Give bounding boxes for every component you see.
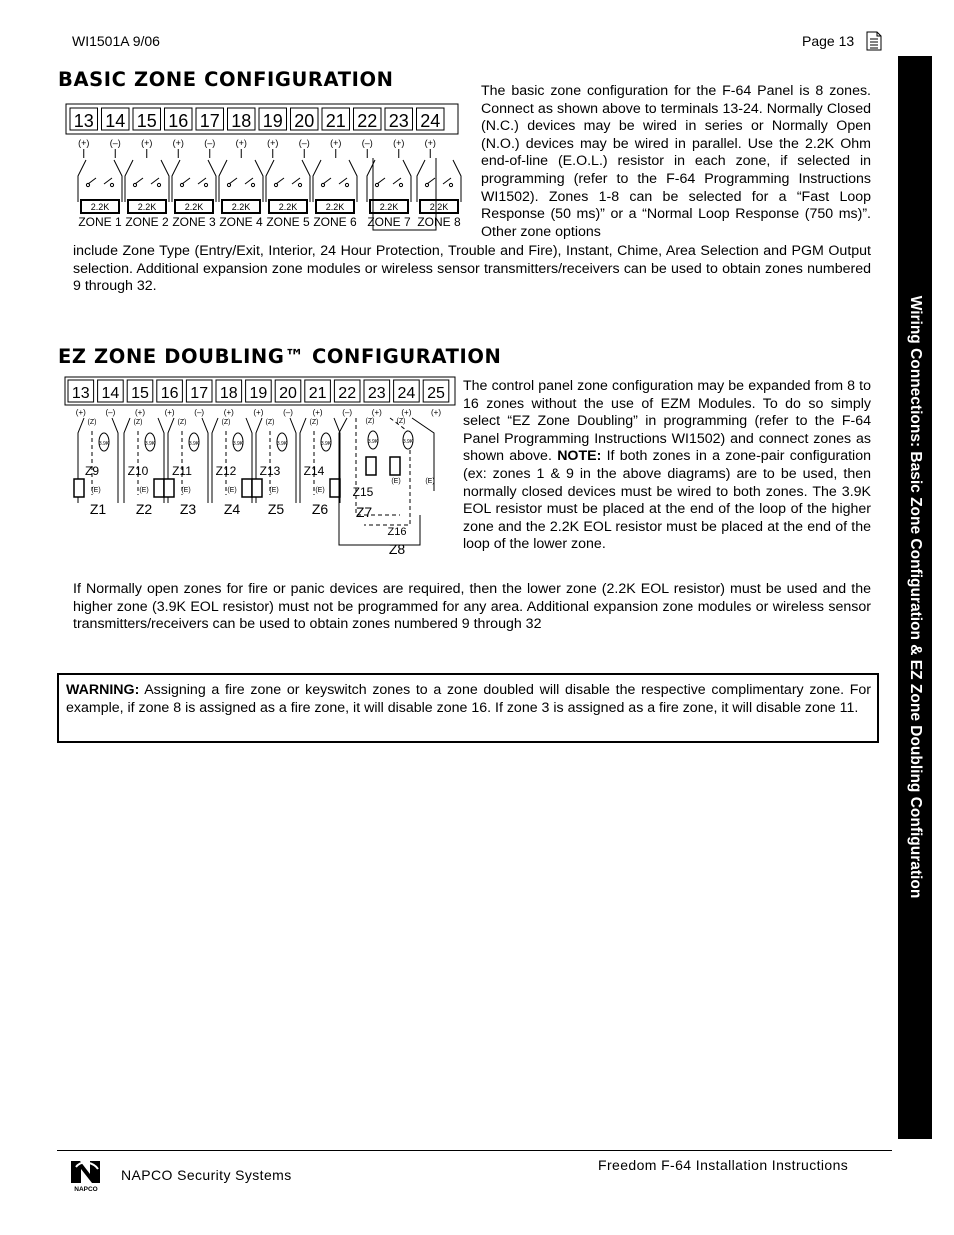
warning-label: WARNING: — [66, 682, 140, 698]
switch-contact — [88, 178, 96, 184]
terminal-label: 14 — [101, 385, 120, 402]
polarity-label: (–) — [283, 408, 293, 417]
upper-zone-label: Z11 — [172, 464, 192, 478]
switch-contact — [276, 178, 284, 184]
zone-wire — [78, 160, 86, 202]
zone-label: ZONE 2 — [125, 215, 169, 229]
polarity-label: (+) — [401, 408, 412, 417]
switch-node — [425, 183, 428, 186]
polarity-label: (+) — [267, 138, 279, 148]
ez-zone-paragraph-full: If Normally open zones for fire or panic devices are required, then the lower zone (2.2K EOL resistor) must be used and the higher zone (3.9K EOL resistor) must not be programmed for any area. Additional expansion zone modules or wireless sensor transmitters/receivers can be used to obtain zones numbered 9 through 32 — [73, 581, 871, 633]
polarity-label: (+) — [164, 408, 175, 417]
resistor-z-label: (Z) — [265, 419, 275, 426]
lower-zone-label: Z1 — [89, 501, 107, 517]
polarity-label: (+) — [330, 138, 342, 148]
resistor-22k — [390, 457, 400, 475]
polarity-label: (+) — [223, 408, 234, 417]
resistor-label: 2.2K — [429, 202, 449, 212]
switch-node — [180, 183, 183, 186]
switch-contact — [443, 178, 451, 184]
resistor-label: 2.2K — [90, 202, 110, 212]
document-id: WI1501A 9/06 — [72, 33, 160, 49]
switch-node — [251, 183, 254, 186]
resistor-e-label: (E) — [425, 478, 435, 485]
terminal-label: 13 — [71, 385, 90, 402]
terminal-label: 25 — [427, 385, 445, 402]
zone-label: ZONE 4 — [219, 215, 263, 229]
polarity-label: (+) — [172, 138, 184, 148]
footer-title: Freedom F-64 Installation Instructions — [598, 1157, 849, 1173]
resistor-label: 2.2K — [231, 202, 251, 212]
zone-wire — [255, 160, 263, 202]
resistor-e-label: (E) — [91, 487, 101, 494]
resistor-label: 2.2K — [278, 202, 298, 212]
switch-contact — [292, 178, 300, 184]
switch-contact — [182, 178, 190, 184]
zone-label: ZONE 1 — [78, 215, 122, 229]
lower-zone-label: Z5 — [267, 501, 285, 517]
resistor-label: 2.2K — [184, 202, 204, 212]
zone-wire — [313, 160, 321, 202]
lower-zone-label: Z8 — [388, 541, 406, 557]
polarity-label: (–) — [109, 138, 121, 148]
switch-node — [345, 183, 348, 186]
terminal-label: 20 — [279, 385, 297, 402]
terminal-label: 24 — [420, 111, 441, 131]
polarity-label: (–) — [204, 138, 216, 148]
polarity-label: (+) — [431, 408, 441, 417]
resistor-39k-label: 3.9K — [188, 441, 200, 447]
switch-node — [227, 183, 230, 186]
switch-contact — [323, 178, 331, 184]
polarity-label: (–) — [105, 408, 116, 417]
terminal-label: 16 — [160, 385, 179, 402]
note-label: NOTE: — [557, 448, 602, 465]
resistor-39k-label: 3.9K — [402, 439, 414, 445]
terminal-label: 23 — [388, 111, 409, 131]
switch-contact — [135, 178, 143, 184]
terminal-label: 17 — [199, 111, 220, 131]
switch-contact — [427, 178, 435, 184]
warning-body: Assigning a fire zone or keyswitch zones to a zone doubled will disable the respective complimentary zone. For example, if zone 8 is assigned as a fire zone, it will disable zone 16. If zone 3 is assigned as a fire zone, it will disable zone 11. — [66, 682, 871, 716]
footer-rule — [57, 1150, 892, 1151]
terminal-label: 19 — [249, 385, 268, 402]
switch-contact — [245, 178, 253, 184]
sidebar-title: Wiring Connections: Basic Zone Configuration & EZ Zone Doubling Configuration — [907, 295, 924, 899]
resistor-22k — [366, 457, 376, 475]
lower-zone-label: Z4 — [223, 501, 241, 517]
resistor-label: 2.2K — [137, 202, 157, 212]
warning-text — [66, 682, 871, 717]
footer-company: NAPCO Security Systems — [121, 1167, 292, 1183]
polarity-label: (–) — [361, 138, 373, 148]
polarity-label: (+) — [424, 138, 436, 148]
zone-label: ZONE 8 — [417, 215, 461, 229]
resistor-22k — [154, 479, 164, 497]
switch-node — [298, 183, 301, 186]
switch-node — [399, 183, 402, 186]
terminal-label: 14 — [105, 111, 126, 131]
switch-contact — [339, 178, 347, 184]
basic-zone-wiring-diagram — [64, 98, 464, 234]
resistor-label: 2.2K — [379, 202, 399, 212]
switch-node — [110, 183, 113, 186]
resistor-z-label: (Z) — [309, 419, 319, 426]
resistor-39k-label: 3.9K — [276, 441, 288, 447]
resistor-label: 2.2K — [325, 202, 345, 212]
upper-zone-label: Z14 — [303, 464, 325, 478]
resistor-e-label: (E) — [181, 487, 191, 494]
resistor-z-label: (Z) — [87, 419, 97, 426]
zone-label: ZONE 6 — [313, 215, 357, 229]
zone-wire — [417, 160, 425, 202]
polarity-label: (+) — [78, 138, 90, 148]
resistor-e-label: (E) — [391, 478, 401, 485]
terminal-label: 22 — [338, 385, 357, 402]
resistor-z-label: (Z) — [177, 419, 187, 426]
switch-node — [133, 183, 136, 186]
resistor-22k — [164, 479, 174, 497]
zone-wire — [453, 160, 461, 202]
basic-zone-paragraph-full: include Zone Type (Entry/Exit, Interior, 24 Hour Protection, Trouble and Fire), Instant, Chime, Area Selection and PGM Output selection. Additional expansion zone modules or wireless sensor transmitters/receivers can be used to obtain zones numbered 9 through 32. — [73, 243, 871, 295]
zone-wire — [367, 160, 375, 202]
polarity-label: (+) — [141, 138, 153, 148]
warning-box — [57, 673, 879, 743]
terminal-label: 21 — [308, 385, 327, 402]
resistor-22k — [74, 479, 84, 497]
resistor-22k — [252, 479, 262, 497]
resistor-39k-label: 3.9K — [144, 441, 156, 447]
lower-zone-label: Z7 — [355, 504, 373, 520]
zone-label: ZONE 5 — [266, 215, 310, 229]
upper-zone-label: Z9 — [84, 464, 100, 478]
napco-logo — [68, 1157, 104, 1193]
switch-node — [157, 183, 160, 186]
polarity-label: (+) — [135, 408, 145, 417]
switch-node — [204, 183, 207, 186]
polarity-label: (+) — [235, 138, 247, 148]
switch-node — [375, 183, 378, 186]
zone-wire — [212, 418, 218, 503]
switch-contact — [198, 178, 206, 184]
zone-wire — [125, 160, 133, 202]
ez-zone-wiring-diagram — [64, 375, 456, 560]
terminal-label: 15 — [136, 111, 157, 131]
switch-node — [449, 183, 452, 186]
zone-wire — [208, 160, 216, 202]
upper-zone-label: Z15 — [352, 485, 374, 499]
zone-wire — [114, 160, 122, 202]
switch-contact — [393, 178, 401, 184]
basic-zone-paragraph-right: The basic zone configuration for the F-64 Panel is 8 zones. Connect as shown above to terminals 13-24. Normally Closed (N.C.) devices may be wired in series or Normally Open (N.O.) devices may be wired in parallel. Use the 2.2K Ohm end-of-line (E.O.L.) resistor in each zone, if selected in programming (refer to the F-64 Programming Instructions WI1502). Zones 1-8 can be selected for a “Fast Loop Response (50 ms)” or a “Normal Loop Response (750 ms)”. Other zone options — [481, 83, 871, 240]
resistor-e-label: (E) — [227, 487, 237, 494]
basic-zone-heading: BASIC ZONE CONFIGURATION — [58, 68, 394, 91]
terminal-label: 17 — [190, 385, 209, 402]
terminal-label: 18 — [231, 111, 252, 131]
zone-label: ZONE 7 — [367, 215, 411, 229]
terminal-label: 23 — [367, 385, 386, 402]
ez-paragraph-part1: The control panel zone configuration may be expanded from 8 to 16 zones without the use of EZM Modules. To do so simply select “EZ Zone Doubling” in programming (refer to the F-64 Panel Programming Instructions WI1502) and connect zones as shown above. — [463, 378, 871, 465]
resistor-39k-label: 3.9K — [367, 439, 379, 445]
resistor-e-label: (E) — [315, 487, 325, 494]
resistor-z-label: (Z) — [133, 419, 143, 426]
polarity-label: (+) — [253, 408, 264, 417]
resistor-z-label: (Z) — [396, 418, 406, 425]
resistor-39k-label: 3.9K — [320, 441, 332, 447]
polarity-label: (+) — [75, 408, 86, 417]
resistor-e-label: (E) — [139, 487, 149, 494]
zone-wire — [300, 418, 306, 503]
polarity-label: (–) — [342, 408, 353, 417]
zone-wire — [403, 160, 411, 202]
zone-wire — [161, 160, 169, 202]
lower-zone-label: Z2 — [135, 501, 153, 517]
zone-wire — [124, 418, 130, 503]
zone-wire — [290, 418, 296, 503]
lower-zone-label: Z3 — [179, 501, 197, 517]
terminal-label: 22 — [357, 111, 378, 131]
zone-wire — [172, 160, 180, 202]
switch-contact — [377, 178, 385, 184]
napco-logo-text: NAPCO — [74, 1186, 98, 1193]
switch-node — [86, 183, 89, 186]
switch-contact — [104, 178, 112, 184]
terminal-label: 24 — [397, 385, 416, 402]
resistor-z-label: (Z) — [365, 418, 375, 425]
upper-zone-label: Z13 — [259, 464, 281, 478]
ez-zone-paragraph-right — [463, 378, 871, 554]
zone-wire — [349, 160, 357, 202]
zone-wire — [202, 418, 208, 503]
upper-zone-label: Z12 — [215, 464, 237, 478]
zone-wire — [266, 160, 274, 202]
switch-contact — [229, 178, 237, 184]
ez-paragraph-part2: If both zones in a zone-pair configuration (ex: zones 1 & 9 in the above diagrams) are to be used, then normally closed devices must be wired to both zones. The 3.9K EOL resistor must be placed at the end of the loop of the higher zone and the 2.2K EOL resistor must be placed at the end of the loop of the lower zone. — [463, 448, 871, 553]
upper-zone-label: Z16 — [387, 526, 407, 538]
sidebar-tab — [898, 56, 932, 1139]
ez-zone-heading: EZ ZONE DOUBLING™ CONFIGURATION — [58, 345, 502, 368]
terminal-label: 18 — [219, 385, 238, 402]
polarity-label: (–) — [194, 408, 205, 417]
switch-contact — [151, 178, 159, 184]
terminal-label: 16 — [168, 111, 189, 131]
resistor-e-label: (E) — [269, 487, 279, 494]
zone-wire — [112, 418, 118, 503]
zone-wire — [219, 160, 227, 202]
terminal-label: 20 — [294, 111, 315, 131]
zone-wire — [302, 160, 310, 202]
zone-label: ZONE 3 — [172, 215, 216, 229]
page-number: Page 13 — [802, 33, 855, 49]
polarity-label: (–) — [298, 138, 310, 148]
resistor-39k-label: 3.9K — [232, 441, 244, 447]
polarity-label: (+) — [393, 138, 405, 148]
switch-node — [321, 183, 324, 186]
switch-node — [274, 183, 277, 186]
terminal-label: 21 — [325, 111, 346, 131]
terminal-label: 13 — [73, 111, 94, 131]
resistor-z-label: (Z) — [221, 419, 231, 426]
lower-zone-label: Z6 — [311, 501, 329, 517]
document-icon — [866, 31, 882, 51]
upper-zone-label: Z10 — [127, 464, 149, 478]
terminal-label: 15 — [131, 385, 149, 402]
terminal-label: 19 — [262, 111, 283, 131]
resistor-39k-label: 3.9K — [98, 441, 110, 447]
polarity-label: (+) — [312, 408, 323, 417]
resistor-22k — [242, 479, 252, 497]
polarity-label: (+) — [371, 408, 382, 417]
